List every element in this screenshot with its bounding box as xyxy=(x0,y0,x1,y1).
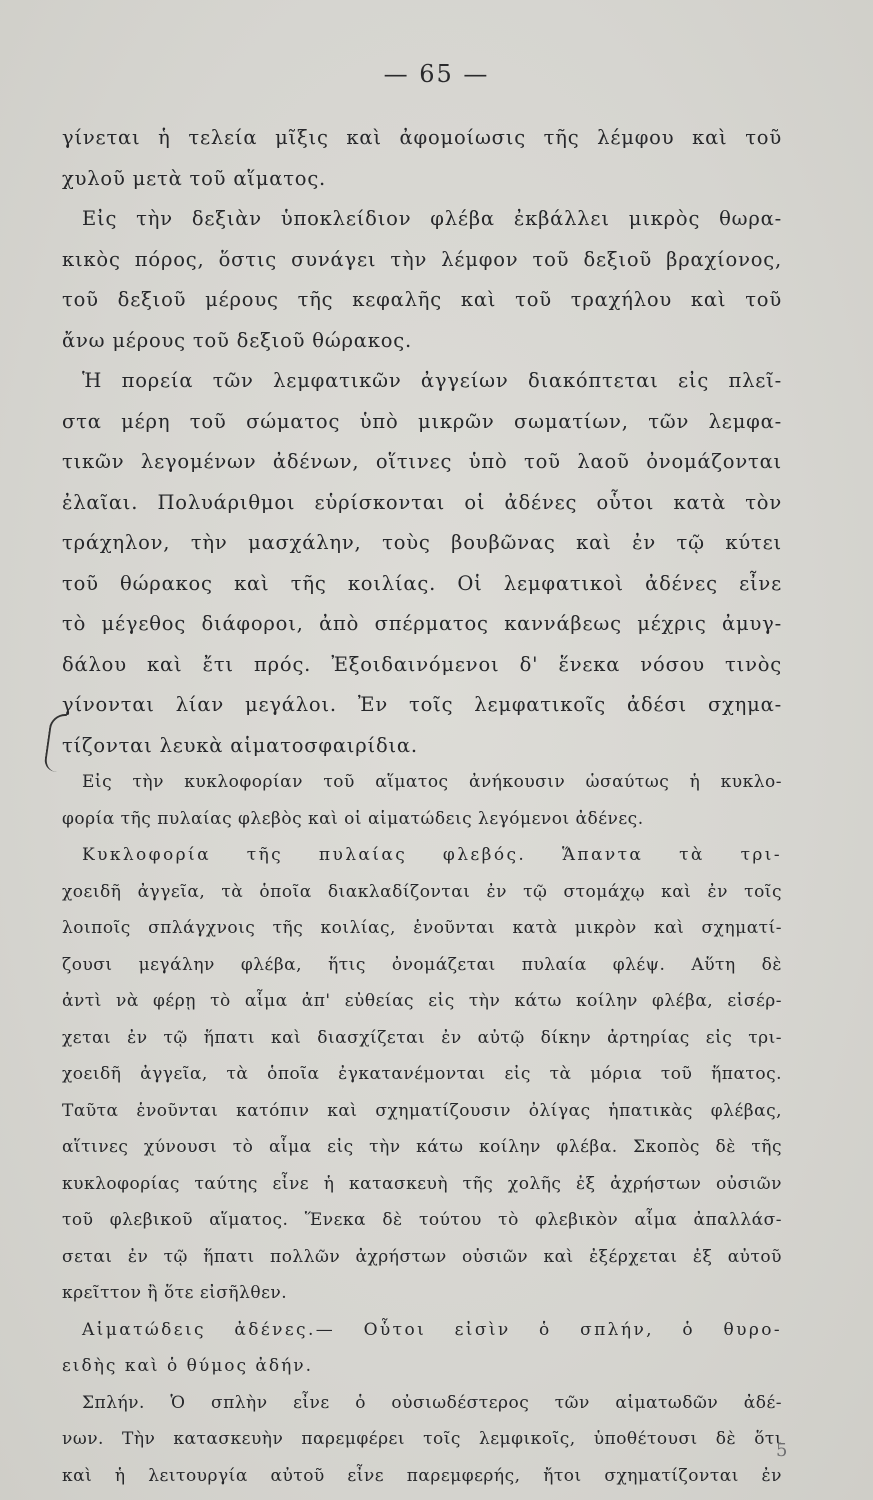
text-line: Ταῦτα ἑνοῦνται κατόπιν καὶ σχηματίζουσιν ὀλίγας ἡπατικὰς φλέβας, xyxy=(62,1100,782,1121)
main-paragraphs xyxy=(62,118,782,766)
text-line: ἐλαῖαι. Πολυάριθμοι εὑρίσκονται οἱ ἀδένες οὗτοι κατὰ τὸν xyxy=(62,490,782,514)
text-line: Εἰς τὴν δεξιὰν ὑποκλείδιον φλέβα ἐκβάλλει μικρὸς θωρα- xyxy=(82,207,782,230)
text-line: τικῶν λεγομένων ἀδένων, οἵτινες ὑπὸ τοῦ λαοῦ ὀνομάζονται xyxy=(62,450,782,473)
text-line: τοῦ θώρακος καὶ τῆς κοιλίας. Οἱ λεμφατικοὶ ἀδένες εἶνε xyxy=(62,571,782,595)
text-line: αἵτινες χύνουσι τὸ αἷμα εἰς τὴν κάτω κοίλην φλέβα. Σκοπὸς δὲ τῆς xyxy=(62,1137,782,1157)
signature-mark: 5 xyxy=(776,1440,788,1461)
text-line: τίζονται λευκὰ αἱματοσφαιρίδια. xyxy=(62,733,418,757)
text-line: ἀντὶ νὰ φέρῃ τὸ αἷμα ἀπ' εὐθείας εἰς τὴν κάτω κοίλην φλέβα, εἰσέρ- xyxy=(62,991,782,1011)
text-line: λοιποῖς σπλάγχνοις τῆς κοιλίας, ἑνοῦνται κατὰ μικρὸν καὶ σχηματί- xyxy=(62,918,782,938)
text-line: χοειδῆ ἀγγεῖα, τὰ ὁποῖα διακλαδίζονται ἐν τῷ στομάχῳ καὶ ἐν τοῖς xyxy=(62,881,782,902)
text-line: κυκλοφορίας ταύτης εἶνε ἡ κατασκευὴ τῆς χολῆς ἐξ ἀχρήστων οὐσιῶν xyxy=(62,1173,782,1194)
text-line: Εἰς τὴν κυκλοφορίαν τοῦ αἵματος ἀνήκουσιν ὡσαύτως ἡ κυκλο- xyxy=(82,772,782,792)
text-line: Ἡ πορεία τῶν λεμφατικῶν ἀγγείων διακόπτεται εἰς πλεῖ- xyxy=(82,369,782,392)
section-heading-line: Κυκλοφορία τῆς πυλαίας φλεβός. Ἅπαντα τὰ τρι- xyxy=(82,845,782,865)
text-line: φορία τῆς πυλαίας φλεβὸς καὶ οἱ αἱματώδεις λεγόμενοι ἀδένες. xyxy=(62,808,644,829)
text-line: τράχηλον, τὴν μασχάλην, τοὺς βουβῶνας καὶ ἐν τῷ κύτει xyxy=(62,531,782,554)
text-line: στα μέρη τοῦ σώματος ὑπὸ μικρῶν σωματίων, τῶν λεμφα- xyxy=(62,409,782,433)
text-line: σεται ἐν τῷ ἥπατι πολλῶν ἀχρήστων οὐσιῶν καὶ ἐξέρχεται ἐξ αὐτοῦ xyxy=(62,1246,782,1267)
text-line: κικὸς πόρος, ὅστις συνάγει τὴν λέμφον τοῦ δεξιοῦ βραχίονος, xyxy=(62,247,782,271)
text-line: ἄνω μέρους τοῦ δεξιοῦ θώρακος. xyxy=(62,328,412,352)
text-line: τὸ μέγεθος διάφοροι, ἀπὸ σπέρματος καννάβεως μέχρις ἀμυγ- xyxy=(62,612,782,635)
text-line: γίνεται ἡ τελεία μῖξις καὶ ἀφομοίωσις τῆς λέμφου καὶ τοῦ xyxy=(62,126,782,149)
text-line: ζουσι μεγάλην φλέβα, ἥτις ὀνομάζεται πυλαία φλέψ. Αὕτη δὲ xyxy=(62,954,782,975)
text-line: νων. Τὴν κατασκευὴν παρεμφέρει τοῖς λεμφικοῖς, ὑποθέτουσι δὲ ὅτι xyxy=(62,1429,782,1449)
text-line: δάλου καὶ ἔτι πρός. Ἐξοιδαινόμενοι δ' ἕνεκα νόσου τινὸς xyxy=(62,652,782,676)
text-line: χεται ἐν τῷ ἥπατι καὶ διασχίζεται ἐν αὐτῷ δίκην ἀρτηρίας εἰς τρι- xyxy=(62,1027,782,1048)
text-line: τοῦ φλεβικοῦ αἵματος. Ἕνεκα δὲ τούτου τὸ φλεβικὸν αἷμα ἀπαλλάσ- xyxy=(62,1210,782,1230)
text-line: χοειδῆ ἀγγεῖα, τὰ ὁποῖα ἐγκατανέμονται εἰς τὰ μόρια τοῦ ἥπατος. xyxy=(62,1064,782,1084)
page-body xyxy=(62,118,782,1494)
page-number: — 65 — xyxy=(383,60,490,88)
text-line: γίνονται λίαν μεγάλοι. Ἐν τοῖς λεμφατικοῖς ἀδέσι σχημα- xyxy=(62,693,782,716)
small-print-paragraphs xyxy=(62,764,782,1494)
text-line: καὶ ἡ λειτουργία αὐτοῦ εἶνε παρεμφερής, ἤτοι σχηματίζονται ἐν xyxy=(62,1465,782,1486)
section-heading-line: Αἱματώδεις ἀδένες.— Οὗτοι εἰσὶν ὁ σπλήν, ὁ θυρο- xyxy=(82,1319,782,1340)
section-heading-line: Σπλήν. Ὁ σπλὴν εἶνε ὁ οὐσιωδέστερος τῶν αἱματωδῶν ἀδέ- xyxy=(82,1392,782,1413)
text-line: κρεῖττον ἢ ὅτε εἰσῆλθεν. xyxy=(62,1283,288,1303)
text-line: ειδὴς καὶ ὁ θύμος ἀδήν. xyxy=(62,1356,314,1376)
text-line: τοῦ δεξιοῦ μέρους τῆς κεφαλῆς καὶ τοῦ τραχήλου καὶ τοῦ xyxy=(62,288,782,311)
text-line: χυλοῦ μετὰ τοῦ αἵματος. xyxy=(62,166,327,190)
